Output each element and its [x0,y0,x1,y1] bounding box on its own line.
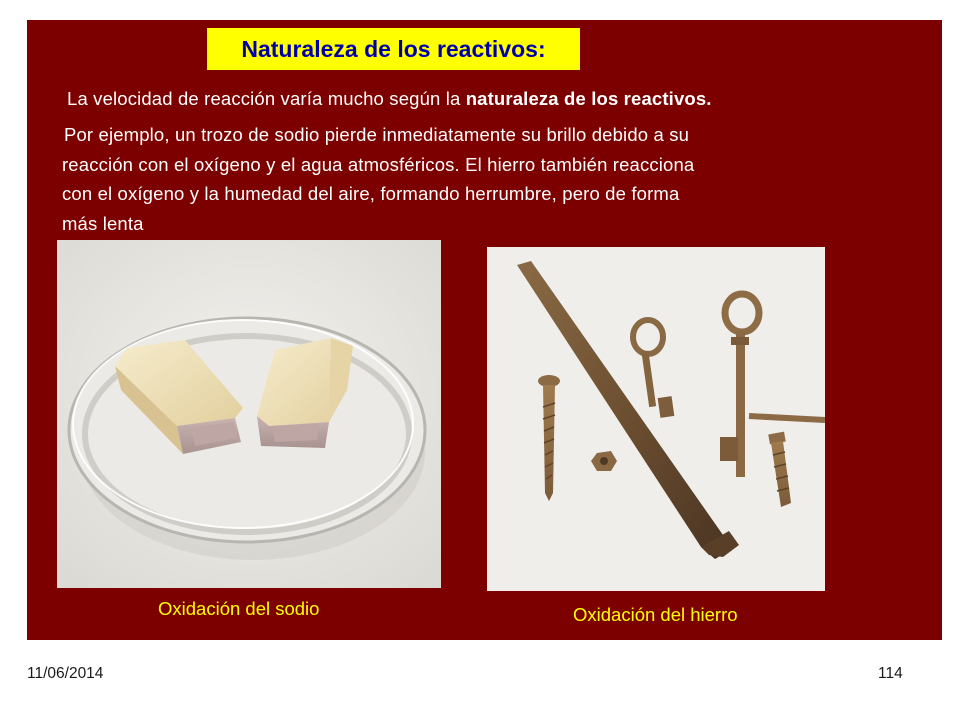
page-number: 114 [878,665,903,682]
example-paragraph [62,120,922,238]
title-box [207,28,580,70]
example-line: con el oxígeno y la humedad del aire, formando herrumbre, pero de forma [62,183,680,204]
intro-paragraph [67,88,927,110]
example-line: Por ejemplo, un trozo de sodio pierde inmediatamente su brillo debido a su [64,124,690,145]
iron-caption: Oxidación del hierro [573,604,738,625]
intro-text: La velocidad de reacción varía mucho según la [67,88,466,109]
slide-title: Naturaleza de los reactivos: [241,35,546,62]
iron-photo [487,247,825,591]
footer-date: 11/06/2014 [27,665,104,682]
sodium-photo [57,240,441,588]
example-line: más lenta [62,212,144,234]
sodium-caption: Oxidación del sodio [158,598,320,619]
intro-emphasis: naturaleza de los reactivos. [465,88,712,109]
example-line: reacción con el oxígeno y el agua atmosféricos. El hierro también reacciona [62,153,695,175]
